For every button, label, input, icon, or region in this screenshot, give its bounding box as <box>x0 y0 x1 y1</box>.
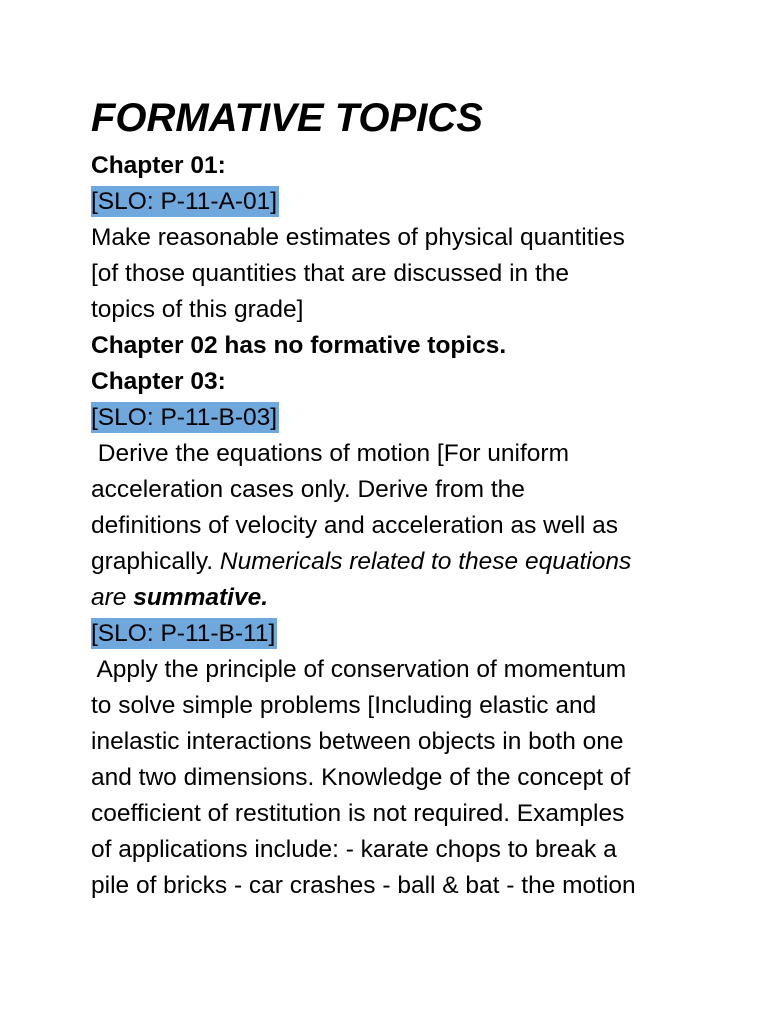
chapter-02-heading: Chapter 02 has no formative topics. <box>91 332 507 359</box>
chapter-03-section <box>91 364 691 904</box>
body-text-line: Make reasonable estimates of physical quantities <box>91 224 625 251</box>
body-text-line: pile of bricks - car crashes - ball & bat - the motion <box>91 872 636 899</box>
body-text-line: inelastic interactions between objects in both one <box>91 728 624 755</box>
body-text-line: coefficient of restitution is not required. Examples <box>91 800 625 827</box>
body-text-line: Derive the equations of motion [For uniform <box>91 440 569 467</box>
body-text-line: and two dimensions. Knowledge of the concept of <box>91 764 631 791</box>
body-text-line <box>91 544 691 580</box>
chapter-01-heading: Chapter 01: <box>91 152 226 179</box>
slo-line <box>91 184 691 220</box>
slo-line <box>91 400 691 436</box>
body-text-line: Apply the principle of conservation of momentum <box>91 656 627 683</box>
slo-highlight: [SLO: P-11-A-01] <box>91 188 278 215</box>
slo-highlight: [SLO: P-11-B-11] <box>91 620 276 647</box>
document-page <box>91 92 691 904</box>
body-text-line: definitions of velocity and acceleration as well as <box>91 512 619 539</box>
body-text-normal: graphically. <box>91 548 220 575</box>
slo-line <box>91 616 691 652</box>
slo-highlight: [SLO: P-11-B-03] <box>91 404 278 431</box>
body-text-italic: Numericals related to these equations <box>219 548 632 575</box>
body-text-bold-italic: summative. <box>133 584 269 611</box>
chapter-03-heading: Chapter 03: <box>91 368 226 395</box>
chapter-02-section <box>91 328 691 364</box>
body-text-line <box>91 580 691 616</box>
body-text-line: topics of this grade] <box>91 296 304 323</box>
document-title: FORMATIVE TOPICS <box>91 96 483 140</box>
body-text-line: to solve simple problems [Including elastic and <box>91 692 597 719</box>
body-text-line: [of those quantities that are discussed in the <box>91 260 570 287</box>
body-text-line: of applications include: - karate chops to break a <box>91 836 617 863</box>
body-text-italic: are <box>91 584 134 611</box>
chapter-01-section <box>91 148 691 328</box>
body-text-line: acceleration cases only. Derive from the <box>91 476 525 503</box>
